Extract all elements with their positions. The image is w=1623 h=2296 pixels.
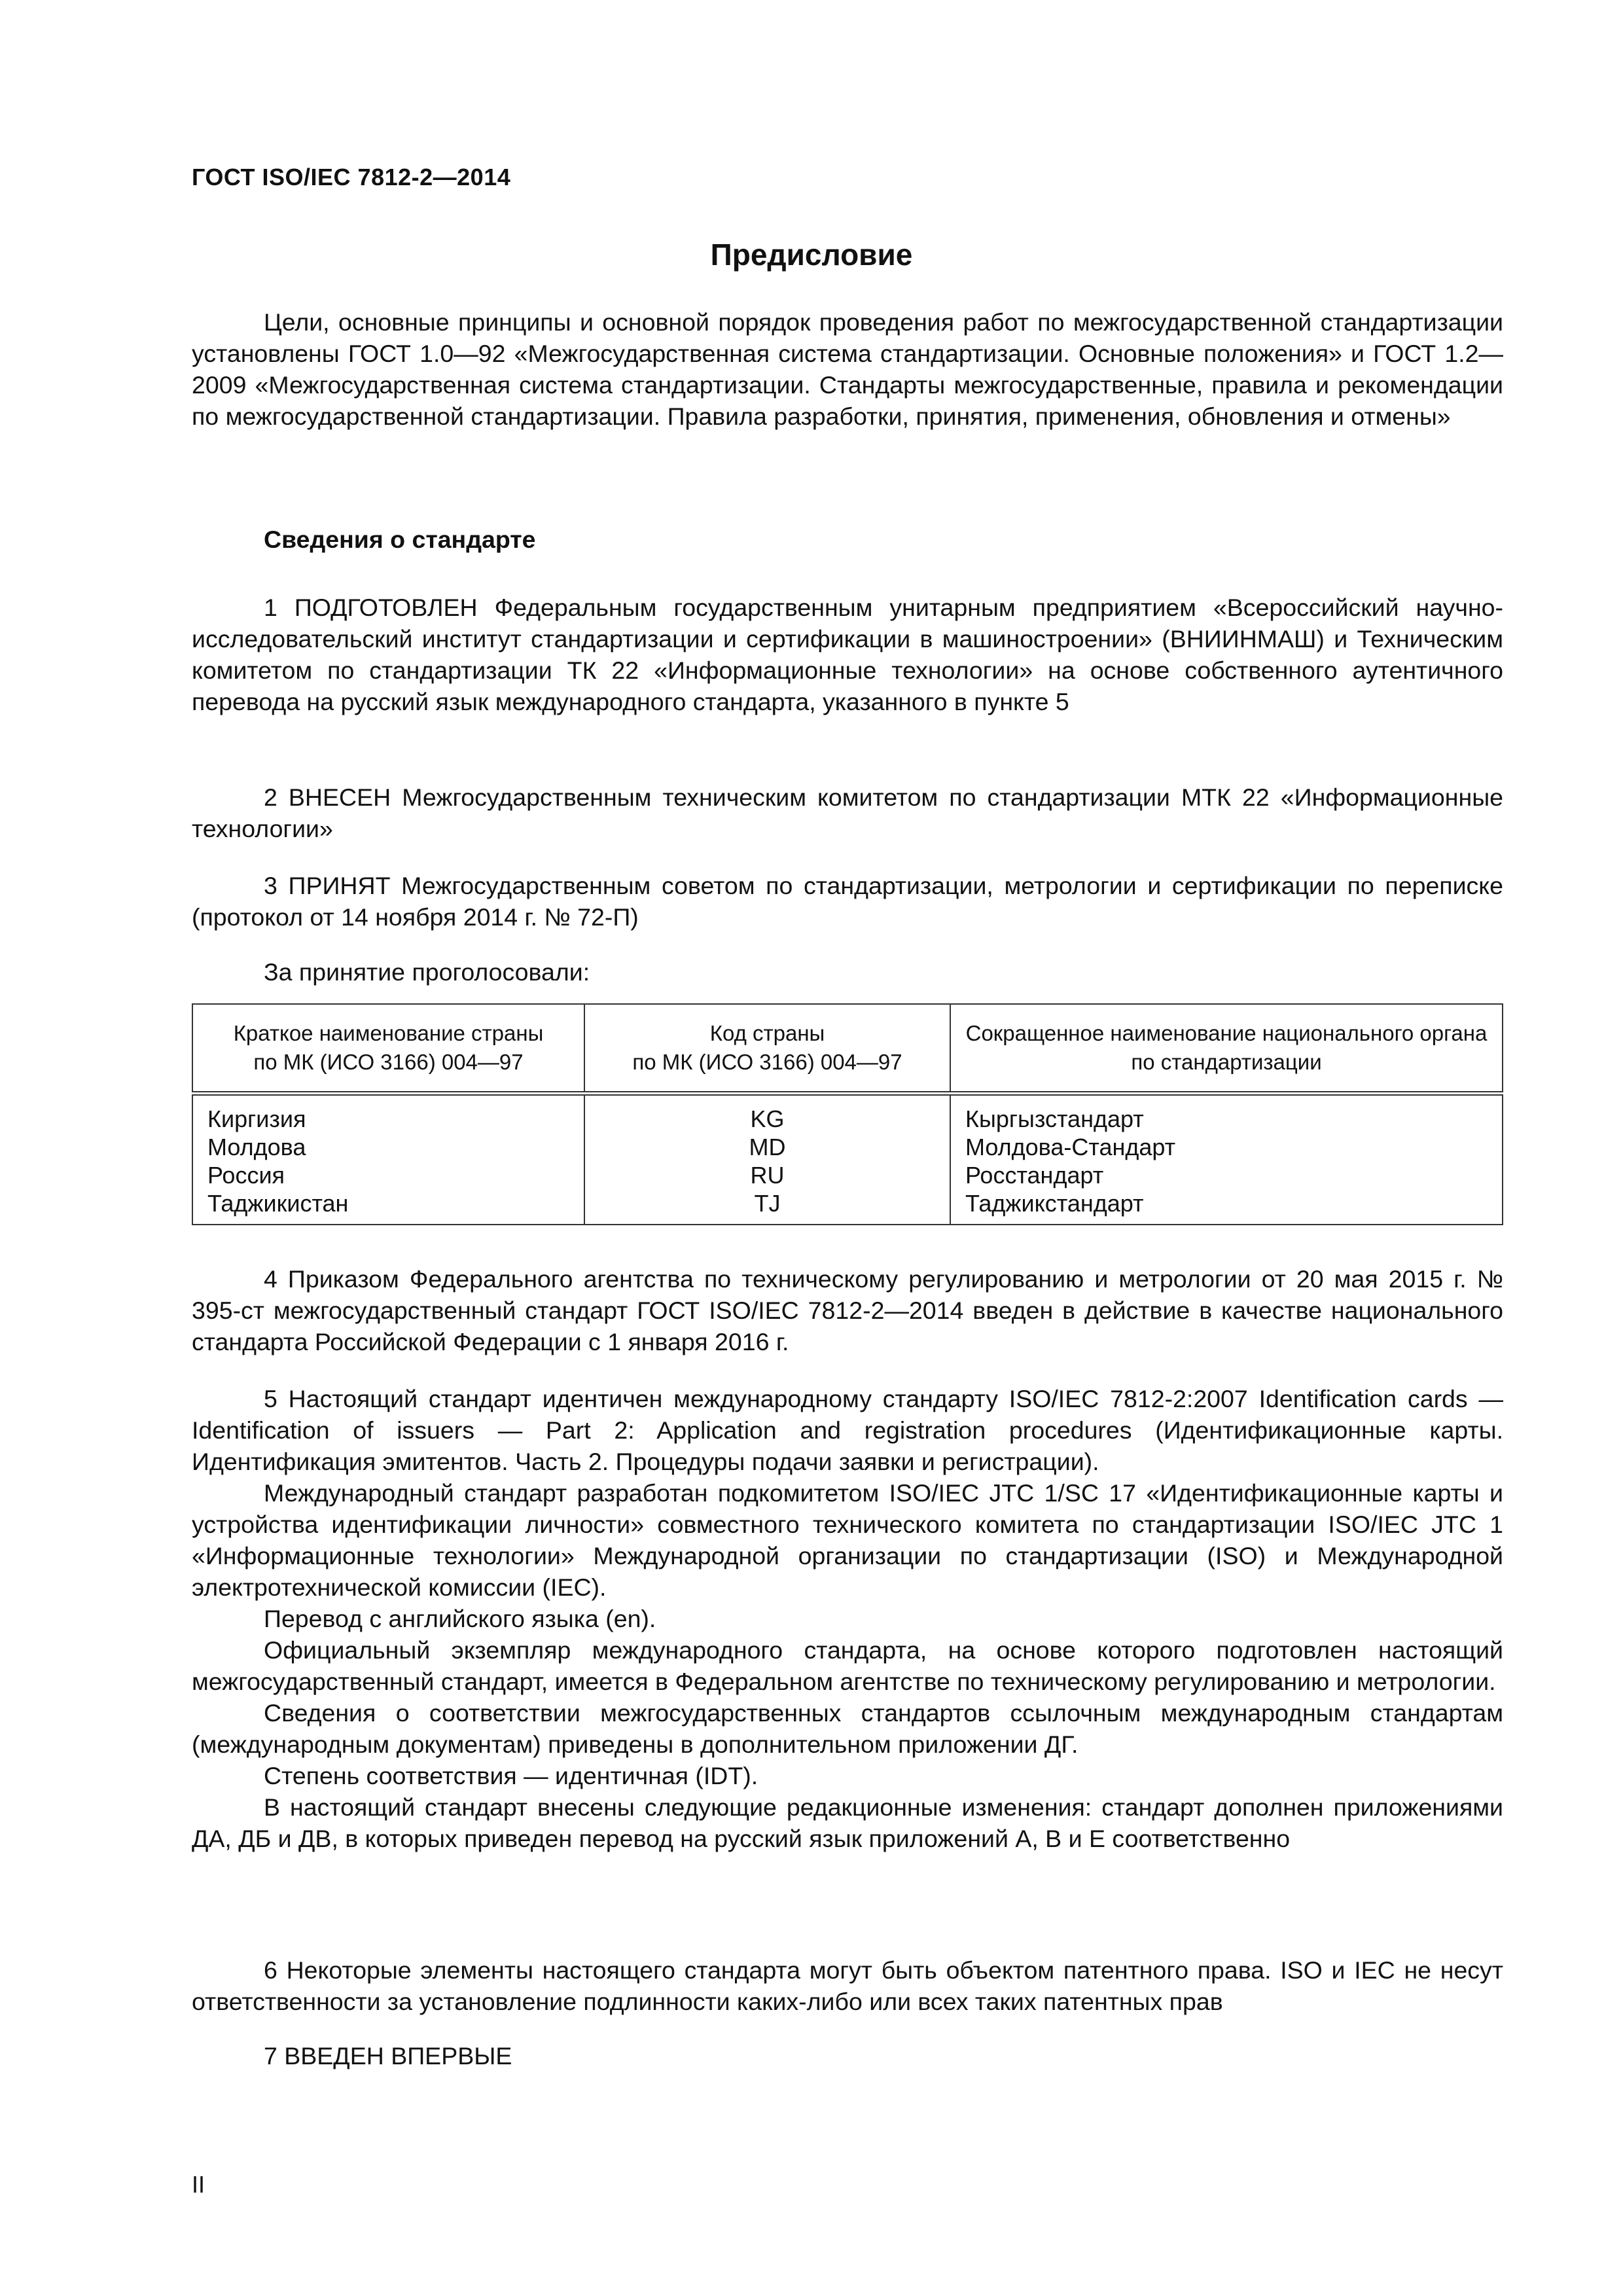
voted-label: За принятие проголосовали: [264,958,590,986]
table-cell: Таджикистан [207,1190,349,1217]
document-header: ГОСТ ISO/IEC 7812-2—2014 [192,164,511,190]
info-item-7: 7 ВВЕДЕН ВПЕРВЫЕ [264,2042,512,2070]
info-item-5-p6: Степень соответствия — идентичная (IDT). [264,1762,758,1789]
info-item-5-p2: Международный стандарт разработан подкомитетом ISO/IEC JTC 1/SC 17 «Идентификационные карты и устройства идентификации личности» совместного технического комитета по стандартизации ISO/IEC JTC 1 «Информационные технологии» Международной организации по стандартизации (ISO) и Международной электротехнической комиссии (IEC). [192,1479,1503,1601]
info-item-6: 6 Некоторые элементы настоящего стандарта могут быть объектом патентного права. ISO и IEC не несут ответственности за установление подлинности каких-либо или всех таких патентных прав [192,1956,1503,2015]
info-item-5-p5: Сведения о соответствии межгосударственных стандартов ссылочным международным стандартам (международным документам) приведены в дополнительном приложении ДГ. [192,1699,1503,1758]
info-heading: Сведения о стандарте [264,526,536,553]
info-item-5-p7: В настоящий стандарт внесены следующие редакционные изменения: стандарт дополнен приложениями ДА, ДБ и ДВ, в которых приведен перевод на русский язык приложений A, B и E соответственно [192,1793,1503,1852]
info-item-5-p3: Перевод с английского языка (en). [264,1605,656,1632]
info-item-5-p4: Официальный экземпляр международного стандарта, на основе которого подготовлен настоящий межгосударственный стандарт, имеется в Федеральном агентстве по техническому регулированию и метрологии. [192,1636,1503,1695]
header-country-code: Код страны по МК (ИСО 3166) 004—97 [584,1004,950,1094]
table-cell: Кыргызстандарт [965,1105,1144,1132]
voting-table-header-row [192,1004,1503,1094]
table-cell: MD [749,1134,786,1160]
table-cell: Таджикстандарт [965,1190,1144,1217]
header-national-body: Сокращенное наименование национального органа по стандартизации [950,1004,1503,1094]
national-bodies-cell [950,1094,1503,1225]
table-cell: Молдова [207,1134,306,1160]
info-item-1: 1 ПОДГОТОВЛЕН Федеральным государственным унитарным предприятием «Всероссийский научно-исследовательский институт стандартизации и сертификации в машиностроении» (ВНИИНМАШ) и Техническим комитетом по стандартизации ТК 22 «Информационные технологии» на основе собственного аутентичного перевода на русский язык международного стандарта, указанного в пункте 5 [192,594,1503,715]
info-item-2: 2 ВНЕСЕН Межгосударственным техническим комитетом по стандартизации МТК 22 «Информационные технологии» [192,783,1503,842]
preface-text: Цели, основные принципы и основной порядок проведения работ по межгосударственной стандартизации установлены ГОСТ 1.0—92 «Межгосударственная система стандартизации. Основные положения» и ГОСТ 1.2—2009 «Межгосударственная система стандартизации. Стандарты межгосударственные, правила и рекомендации по межгосударственной стандартизации. Правила разработки, принятия, применения, обновления и отмены» [192,308,1503,430]
info-item-3: 3 ПРИНЯТ Межгосударственным советом по стандартизации, метрологии и сертификации по переписке (протокол от 14 ноября 2014 г. № 72-П) [192,872,1503,931]
page-number: II [192,2171,205,2198]
table-cell: Росстандарт [965,1162,1104,1189]
info-item-5-p1: 5 Настоящий стандарт идентичен международному стандарту ISO/IEC 7812-2:2007 Identification cards — Identification of issuers — Part 2: Application and registration procedures (Идентификационные карты. Идентификация эмитентов. Часть 2. Процедуры подачи заявки и регистрации). [192,1385,1503,1475]
header-country-name: Краткое наименование страны по МК (ИСО 3166) 004—97 [192,1004,584,1094]
voting-table [192,1003,1503,1225]
country-codes-cell [584,1094,950,1225]
table-cell: KG [750,1105,785,1132]
table-cell: Молдова-Стандарт [965,1134,1176,1160]
preface-title: Предисловие [710,238,913,272]
info-item-4: 4 Приказом Федерального агентства по техническому регулированию и метрологии от 20 мая 2015 г. № 395-ст межгосударственный стандарт ГОСТ ISO/IEC 7812-2—2014 введен в действие в качестве национального стандарта Российской Федерации с 1 января 2016 г. [192,1265,1503,1355]
table-cell: Киргизия [207,1105,306,1132]
country-names-cell [192,1094,584,1225]
table-cell: TJ [754,1190,781,1217]
table-cell: Россия [207,1162,285,1189]
table-cell: RU [750,1162,785,1189]
voting-table-body [192,1094,1503,1225]
